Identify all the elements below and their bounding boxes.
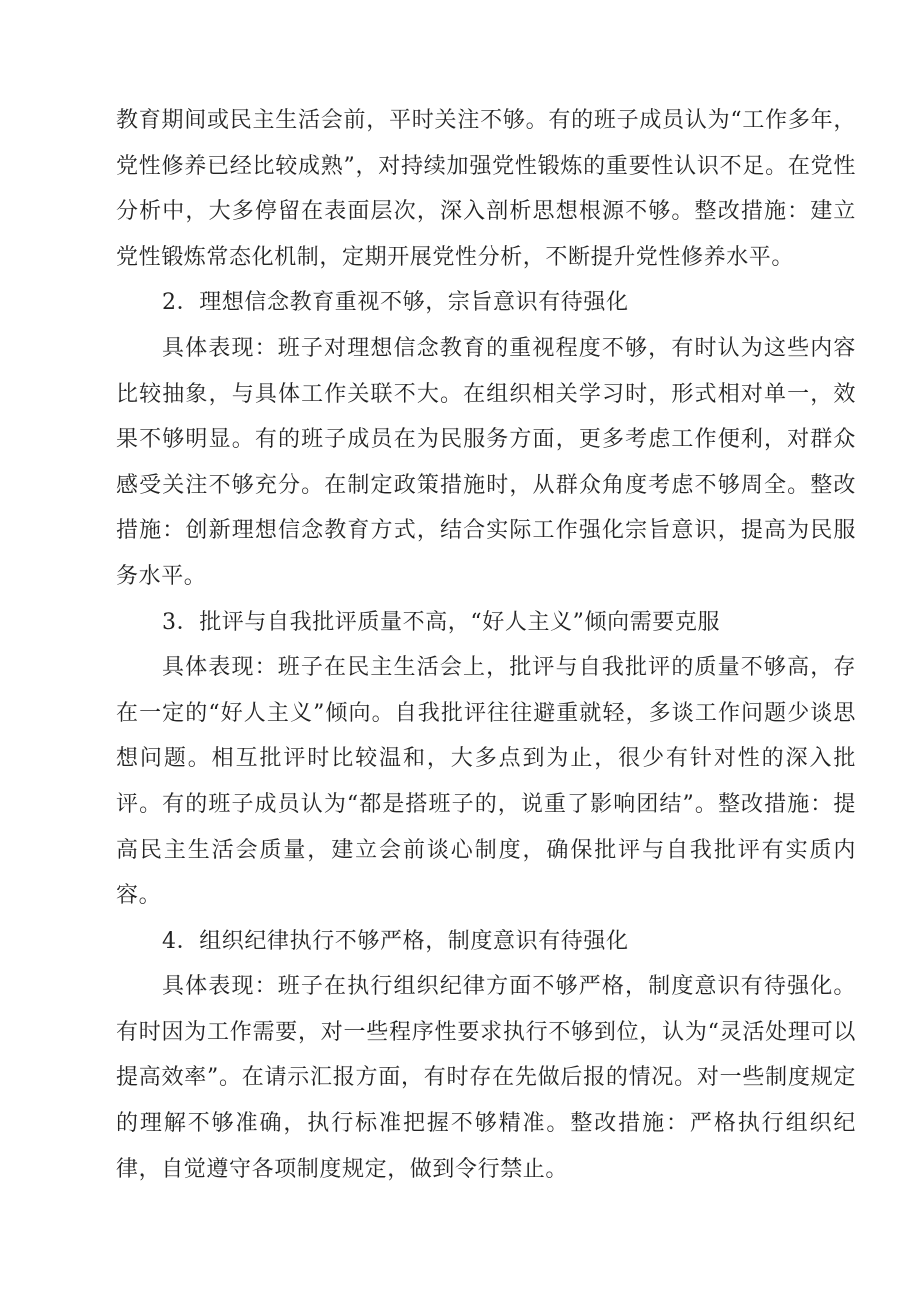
paragraph-section-3: 具体表现：班子在民主生活会上，批评与自我批评的质量不够高，存在一定的“好人主义”倾向。自我批评往往避重就轻，多谈工作问题少谈思想问题。相互批评时比较温和，大多点到为止，很少有针对性的深入批评。有的班子成员认为“都是搭班子的，说重了影响团结”。整改措施：提高民主生活会质量，建立会前谈心制度，确保批评与自我批评有实质内容。 bbox=[116, 655, 856, 909]
paragraph-section-4: 具体表现：班子在执行组织纪律方面不够严格，制度意识有待强化。有时因为工作需要，对一些程序性要求执行不够到位，认为“灵活处理可以提高效率”。在请示汇报方面，有时存在先做后报的情况。对一些制度规定的理解不够准确，执行标准把握不够精准。整改措施：严格执行组织纪律，自觉遵守各项制度规定，做到令行禁止。 bbox=[116, 974, 856, 1182]
section-heading-3: 3．批评与自我批评质量不高，“好人主义”倾向需要克服 bbox=[162, 609, 721, 635]
section-heading-4: 4．组织纪律执行不够严格，制度意识有待强化 bbox=[162, 928, 629, 954]
section-heading-2: 2．理想信念教育重视不够，宗旨意识有待强化 bbox=[162, 290, 629, 316]
paragraph-continued: 教育期间或民主生活会前，平时关注不够。有的班子成员认为“工作多年，党性修养已经比较成熟”，对持续加强党性锻炼的重要性认识不足。在党性分析中，大多停留在表面层次，深入剖析思想根源不够。整改措施：建立党性锻炼常态化机制，定期开展党性分析，不断提升党性修养水平。 bbox=[116, 108, 856, 270]
paragraph-section-2: 具体表现：班子对理想信念教育的重视程度不够，有时认为这些内容比较抽象，与具体工作关联不大。在组织相关学习时，形式相对单一，效果不够明显。有的班子成员在为民服务方面，更多考虑工作便利，对群众感受关注不够充分。在制定政策措施时，从群众角度考虑不够周全。整改措施：创新理想信念教育方式，结合实际工作强化宗旨意识，提高为民服务水平。 bbox=[116, 335, 856, 589]
document-body bbox=[116, 98, 856, 1192]
